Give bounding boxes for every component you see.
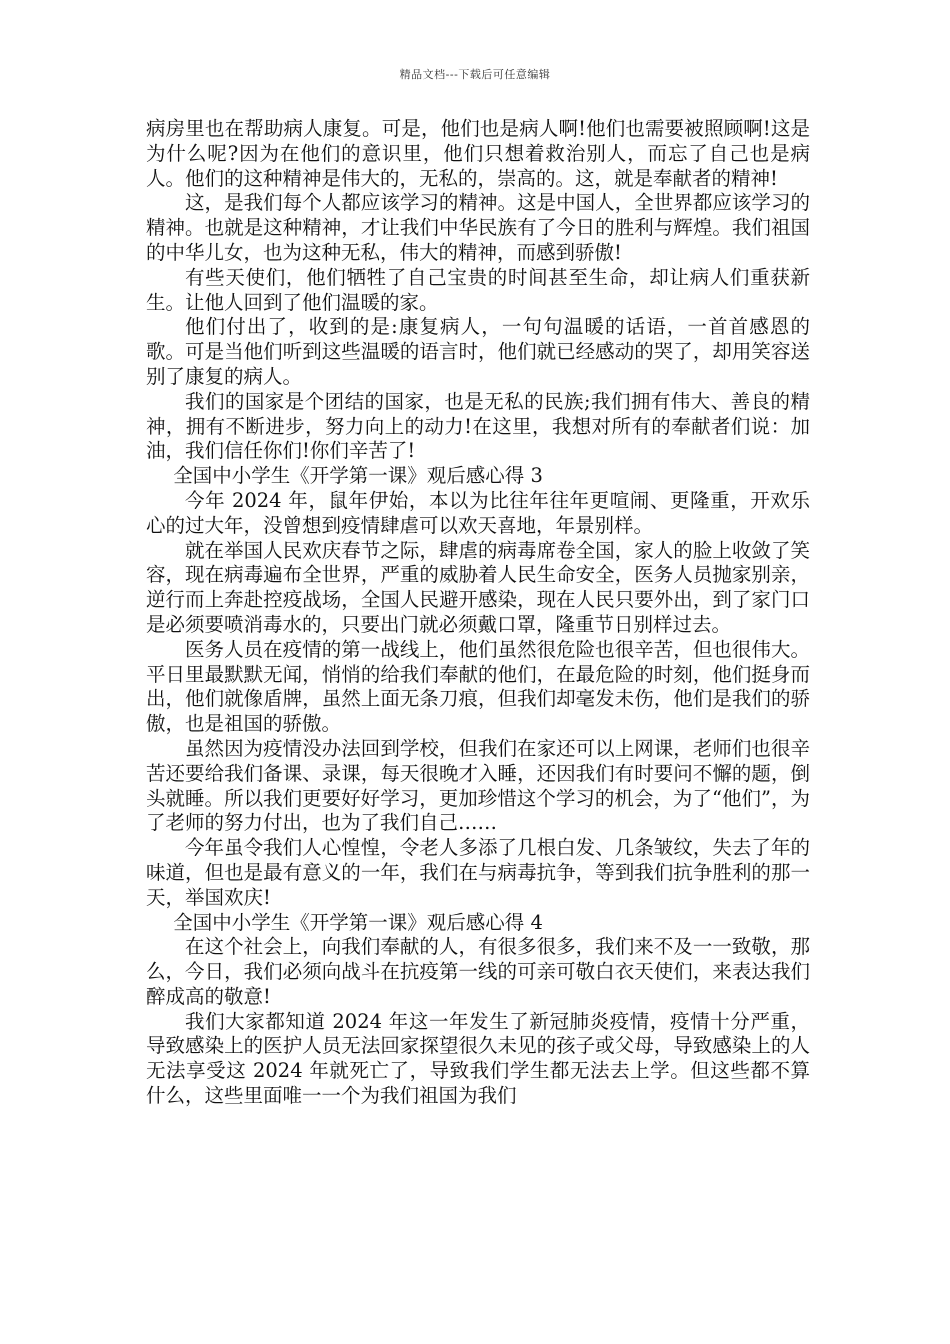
paragraph: 就在举国人民欢庆春节之际，肆虐的病毒席卷全国，家人的脸上收敛了笑容，现在病毒遍布全世界，严重的威胁着人民生命安全，医务人员抛家别亲，逆行而上奔赴控疫战场，全国人民避开感染，现在人民只要外出，到了家门口是必须要喷消毒水的，只要出门就必须戴口罩，隆重节日别样过去。 (146, 538, 810, 636)
paragraph: 在这个社会上，向我们奉献的人，有很多很多，我们来不及一一致敬，那么，今日，我们必须向战斗在抗疫第一线的可亲可敬白衣天使们，来表达我们醉成高的敬意! (146, 935, 810, 1008)
page-header: 精品文档---下载后可任意编辑 (399, 68, 551, 81)
document-body (146, 117, 810, 1109)
paragraph: 病房里也在帮助病人康复。可是，他们也是病人啊!他们也需要被照顾啊!这是为什么呢?因为在他们的意识里，他们只想着救治别人，而忘了自己也是病人。他们的这种精神是伟大的，无私的，崇高的。这，就是奉献者的精神! (146, 117, 810, 190)
paragraph: 这，是我们每个人都应该学习的精神。这是中国人，全世界都应该学习的精神。也就是这种精神，才让我们中华民族有了今日的胜利与辉煌。我们祖国的中华儿女，也为这种无私，伟大的精神，而感到骄傲! (146, 191, 810, 264)
paragraph: 有些天使们，他们牺牲了自己宝贵的时间甚至生命，却让病人们重获新生。让他人回到了他们温暖的家。 (146, 265, 810, 314)
paragraph: 我们的国家是个团结的国家，也是无私的民族;我们拥有伟大、善良的精神，拥有不断进步，努力向上的动力!在这里，我想对所有的奉献者们说：加油，我们信任你们!你们辛苦了! (146, 389, 810, 463)
paragraph: 医务人员在疫情的第一战线上，他们虽然很危险也很辛苦，但也很伟大。平日里最默默无闻，悄悄的给我们奉献的他们，在最危险的时刻，他们挺身而出，他们就像盾牌，虽然上面无条刀痕，但我们却毫发未伤，他们是我们的骄傲，也是祖国的骄傲。 (146, 637, 810, 736)
paragraph: 虽然因为疫情没办法回到学校，但我们在家还可以上网课，老师们也很辛苦还要给我们备课、录课，每天很晚才入睡，还因我们有时要问不懈的题，倒头就睡。所以我们更要好好学习，更加珍惜这个学习的机会，为了“他们”，为了老师的努力付出，也为了我们自己…… (146, 736, 810, 835)
paragraph: 今年虽令我们人心惶惶，令老人多添了几根白发、几条皱纹，失去了年的味道，但也是最有意义的一年，我们在与病毒抗争，等到我们抗争胜利的那一天，举国欢庆! (146, 836, 810, 909)
paragraph: 他们付出了，收到的是:康复病人，一句句温暖的话语，一首首感恩的歌。可是当他们听到这些温暖的语言时，他们就已经感动的哭了，却用笑容送别了康复的病人。 (146, 315, 810, 388)
paragraph: 今年 2024 年，鼠年伊始，本以为比往年往年更喧闹、更隆重，开欢乐心的过大年，没曾想到疫情肆虐可以欢天喜地，年景别样。 (146, 488, 810, 537)
paragraph: 我们大家都知道 2024 年这一年发生了新冠肺炎疫情，疫情十分严重，导致感染上的医护人员无法回家探望很久未见的孩子或父母，导致感染上的人无法享受这 2024 年就死亡了，导致我们学生都无法去上学。但这些都不算什么，这些里面唯一一个为我们祖国为我们 (146, 1009, 810, 1108)
section-heading: 全国中小学生《开学第一课》观后感心得 3 (173, 464, 543, 488)
section-heading: 全国中小学生《开学第一课》观后感心得 4 (173, 910, 543, 934)
